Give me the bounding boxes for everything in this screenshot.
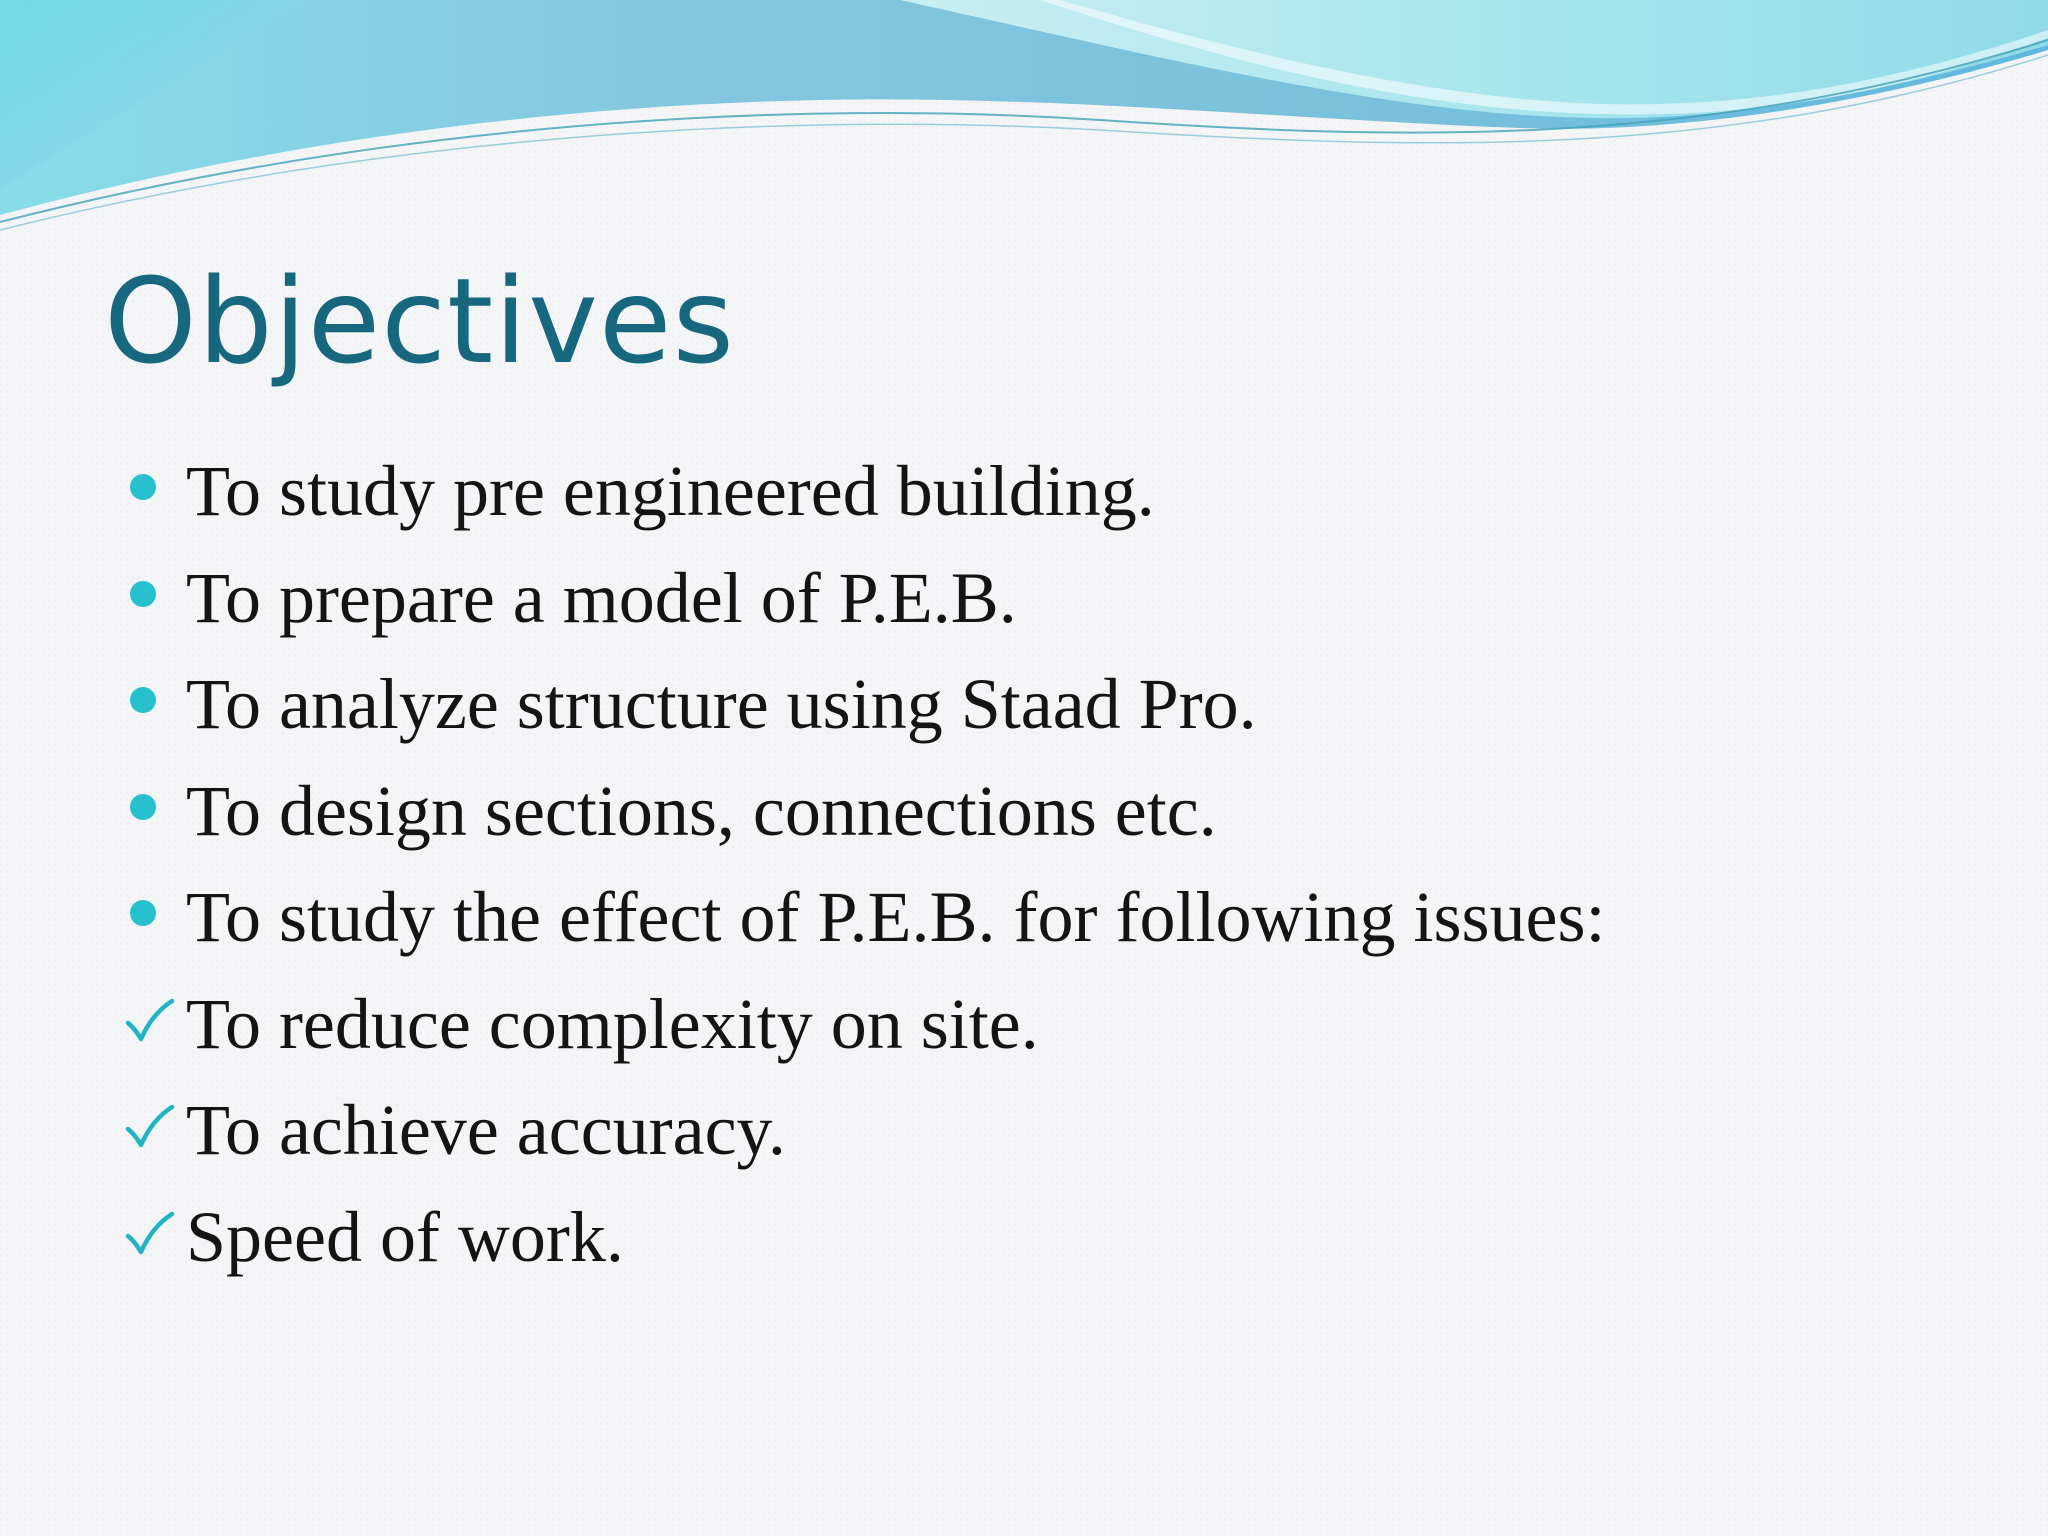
list-item-text: Speed of work. [186,1196,624,1277]
bullet-dot-icon [130,900,156,926]
checkmark-icon [124,995,176,1047]
list-item-text: To prepare a model of P.E.B. [186,557,1017,638]
list-item [124,864,1605,971]
list-item-text: To analyze structure using Staad Pro. [186,664,1257,745]
list-item [124,651,1605,758]
bullet-dot-icon [130,794,156,820]
list-item-text: To achieve accuracy. [186,1090,786,1171]
list-item-text: To reduce complexity on site. [186,983,1039,1064]
checkmark-icon [124,1208,176,1260]
list-item [124,438,1605,545]
bullet-dot-icon [130,474,156,500]
list-item [124,971,1605,1078]
list-item [124,545,1605,652]
list-item-text: To study pre engineered building. [186,451,1155,532]
wave-decoration [0,0,2048,240]
list-item [124,1077,1605,1184]
objectives-list [124,438,1605,1290]
list-item [124,758,1605,865]
slide-title: Objectives [104,252,735,390]
list-item-text: To design sections, connections etc. [186,770,1217,851]
bullet-dot-icon [130,687,156,713]
list-item [124,1184,1605,1291]
checkmark-icon [124,1101,176,1153]
bullet-dot-icon [130,581,156,607]
list-item-text: To study the effect of P.E.B. for following issues: [186,877,1606,958]
